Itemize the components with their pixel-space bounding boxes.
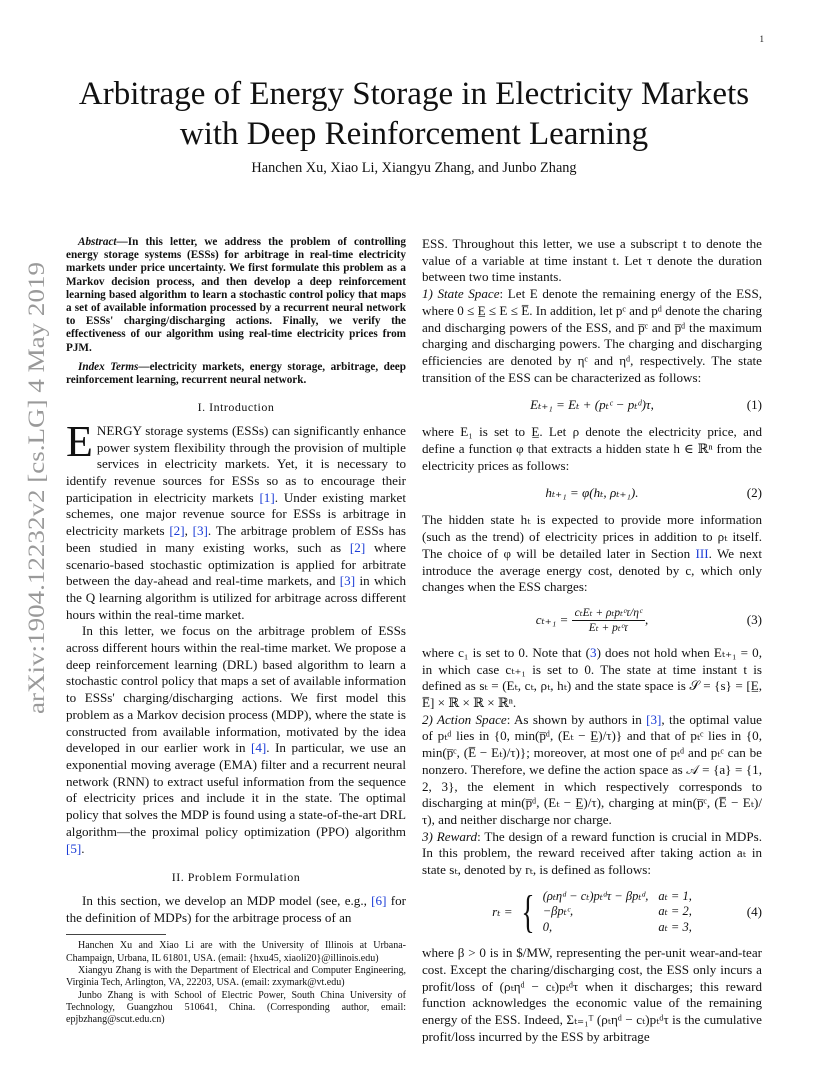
formulation-text: In this section, we develop an MDP model (see, e.g.,: [82, 892, 372, 908]
index-terms-text: —electricity markets, energy storage, arbitrage, deep reinforcement learning, recurrent neural network.: [66, 360, 406, 387]
case-expression: −βpₜᶜ,: [542, 904, 574, 919]
body-text: where c₁ is set to 0. Note that (: [422, 644, 591, 660]
abstract-text: —In this letter, we address the problem of controlling energy storage systems (ESSs) for arbitrage in real-time electricity markets under price uncertainty. We first formulate this problem as a Markov decision process, and then develop a deep reinforcement learning based algorithm to learn a stochastic control policy that maps a set of available information processed by a recurrent neural network to ESSs' charging/discharging actions. Finally, we verify the effectiveness of our algorithm using real-time electricity prices from PJM.: [66, 236, 406, 354]
body-paragraph: where β > 0 is in $/MW, representing the per-unit wear-and-tear cost. Except the charing/discharging cost, the ESS only incurs a profit/loss of (ρₜηᵈ − cₜ)pₜᵈτ when it discharges; this reward function acknowledges the economic value of the remaining energy of the ESS. Indeed, Σₜ₌₁ᵀ (ρₜηᵈ − cₜ)pₜᵈτ is the cumulative profit/loss incurred by the ESS by arbitrage: [422, 945, 762, 1044]
intro-text: in which the Q learning algorithm is utilized for arbitrage across different hours within the real-time market.: [66, 573, 406, 622]
footnote-divider: [66, 934, 166, 935]
left-column: [66, 236, 406, 1026]
footnote: Junbo Zhang is with School of Electric Power, South China University of Technology, Guangzhou 510641, China. (Corresponding author, email: epjbzhang@scut.edu.cn): [66, 989, 406, 1026]
equation-fraction: [572, 606, 645, 635]
intro-text: where scenario-based stochastic optimization is applied for arbitrate between the day-ahead and real-time markets, and: [66, 539, 406, 589]
action-space-paragraph: [422, 712, 762, 829]
body-text: . We next introduce the average energy cost, denoted by c, which only changes when the ESS charges:: [422, 545, 762, 595]
intro-text: . Under existing market schemes, one major revenue source for ESSs is arbitrage in electricity markets: [66, 489, 406, 539]
equation-1: [422, 396, 762, 414]
body-text: , the optimal value of pₜᵈ lies in {0, min(p̅ᵈ, (Eₜ − E̲)/τ)} and that of pₜᶜ lies in {0, min(p̅ᶜ, (E̅ − Eₜ)/τ)}; moreover, at most one of pₜᵈ and pₜᶜ can be nonzero. Therefore, we define the action space as 𝒜 = {a} = {1, 2, 3}, the element in which respectively corresponds to discharging at min(p̅ᵈ, (Eₜ − E̲)/τ), charging at min(p̅ᶜ, (E̅ − Eₜ)/τ), and neither discharge nor charge.: [422, 711, 762, 827]
intro-text: . In particular, we use an exponential moving average (EMA) filter and a recurrent neural network (RNN) to extract useful information from the sequence of electricity prices and include it in the state. The optimal policy that solves the MDP is found using a state-of-the-art DRL algorithm—the proximal policy optimization (PPO) algorithm: [66, 740, 406, 839]
case-expression: 0,: [542, 919, 553, 934]
section-heading-introduction: I. Introduction: [197, 400, 275, 415]
intro-text: .: [81, 840, 85, 856]
case-condition: aₜ = 1,: [658, 888, 692, 903]
equation-body: Eₜ₊₁ = Eₜ + (pₜᶜ − pₜᵈ)τ,: [530, 396, 654, 412]
piecewise-definition: [492, 886, 692, 938]
fraction-denominator: Eₜ + pₜᶜτ: [588, 621, 628, 634]
state-space-paragraph: [422, 286, 762, 386]
right-column: [422, 236, 762, 1046]
citation-link[interactable]: [2]: [169, 523, 185, 539]
paper-title: [40, 74, 788, 154]
title-line-1: Arbitrage of Energy Storage in Electricity Markets: [78, 76, 750, 112]
body-paragraph: ESS. Throughout this letter, we use a subscript t to denote the value of a variable at time instant t. Let τ denote the duration between two time instants.: [422, 236, 762, 285]
page-number: 1: [759, 34, 764, 44]
case-condition: aₜ = 2,: [658, 904, 692, 919]
subsection-label: 3) Reward: [422, 828, 478, 844]
abstract-label: Abstract: [78, 236, 117, 248]
citation-link[interactable]: [4]: [251, 740, 267, 756]
equation-number: (2): [746, 485, 762, 501]
case-expression: (ρₜηᵈ − cₜ)pₜᵈτ − βpₜᵈ,: [542, 888, 649, 903]
citation-link[interactable]: [5]: [66, 840, 82, 856]
author-list: Hanchen Xu, Xiao Li, Xiangyu Zhang, and Junbo Zhang: [251, 160, 577, 176]
intro-text: In this letter, we focus on the arbitrage problem of ESSs across different hours within the real-time market. We propose a deep reinforcement learning (DRL) based algorithm to learn a stochastic control policy that maps a set of available information to ESSs' charging/discharging actions. We first model this problem as a Markov decision process (MDP), where the state is constructed from available information, motivated by the idea developed in our earlier work in: [66, 623, 406, 756]
arxiv-identifier-stamp: [18, 258, 52, 718]
abstract: [66, 236, 406, 355]
body-text: : As shown by authors in: [506, 711, 647, 727]
citation-link[interactable]: [1]: [259, 489, 275, 505]
citation-link[interactable]: [3]: [646, 711, 662, 727]
footnote: Hanchen Xu and Xiao Li are with the University of Illinois at Urbana-Champaign, Urbana, IL 61801, USA. (email: {hxu45, xiaoli20}@illinois.edu): [66, 940, 406, 964]
section-reference-link[interactable]: III: [695, 545, 709, 561]
equation-lhs: rₜ =: [492, 903, 513, 919]
left-brace: {: [521, 886, 535, 938]
footnote: Xiangyu Zhang is with the Department of Electrical and Computer Engineering, Virginia Tech, Arlington, VA, 22203, USA. (email: zxymark@vt.edu): [66, 964, 406, 989]
equation-body: hₜ₊₁ = φ(hₜ, ρₜ₊₁).: [545, 485, 639, 501]
body-text: The hidden state hₜ is expected to provide more information (such as the trend) of electricity prices in addition to ρₜ itself. The choice of φ will be detailed later in Section: [422, 512, 762, 561]
title-line-2: with Deep Reinforcement Learning: [179, 116, 649, 152]
body-text: : The design of a reward function is crucial in MDPs. In this problem, the reward received after taking action aₜ in state sₜ, denoted by rₜ, is defined as follows:: [422, 828, 762, 878]
section-heading-problem-formulation: II. Problem Formulation: [171, 870, 301, 885]
body-text: ) does not hold when Eₜ₊₁ = 0, in which case cₜ₊₁ is set to 0. The state at time instant t is defined as sₜ = (Eₜ, cₜ, ρₜ, hₜ) and the state space is 𝒮 = {s} = [E̲, E̅] × ℝ × ℝ × ℝⁿ.: [422, 644, 763, 711]
affiliation-footnotes: [66, 940, 406, 1026]
subsection-label: 2) Action Space: [422, 711, 507, 727]
case-list: [543, 889, 692, 936]
body-paragraph: [422, 512, 762, 596]
citation-link[interactable]: [6]: [371, 892, 387, 908]
citation-link[interactable]: [3]: [339, 573, 356, 589]
index-terms-label: Index Terms: [78, 360, 139, 373]
index-terms: [66, 361, 406, 387]
body-paragraph: [422, 645, 762, 712]
citation-link[interactable]: [3]: [192, 523, 208, 539]
citation-link[interactable]: [2]: [349, 539, 366, 555]
formulation-text: for the definition of MDPs) for the arbitrage process of an: [66, 892, 406, 925]
equation-lhs: cₜ₊₁ =: [535, 612, 569, 628]
formulation-paragraph: [66, 893, 406, 926]
body-text: : Let E denote the remaining energy of the ESS, where 0 ≤ E̲ ≤ E ≤ E̅. In addition, let pᶜ and pᵈ denote the charing and discharging powers of the ESS, and p̅ᶜ and p̅ᵈ the maximum charging and discharging powers. The charging and discharging efficiencies are denoted by ηᶜ and ηᵈ, respectively. The state transition of the ESS can be characterized as follows:: [422, 286, 762, 385]
intro-paragraph-2: [66, 623, 406, 857]
case-condition: aₜ = 3,: [658, 919, 692, 934]
equation-3: cₜ₊₁ = $\frac{\text{cₜEₜ + ρₜpₜᶜτ/ηᶜ}}{\text{Eₜ + pₜᶜτ}}$ , (3): [535, 606, 762, 634]
intro-text: NERGY storage systems (ESSs) can significantly enhance power system flexibility through the provision of multiple services in electricity markets. Yet, it is necessary to identify revenue sources for ESSs so as to encourage their participation in electricity markets: [66, 422, 406, 505]
equation-number: (3): [746, 612, 762, 628]
equation-4: [422, 886, 762, 938]
equation-number: (4): [746, 903, 762, 919]
reward-paragraph: [422, 829, 762, 879]
arxiv-identifier-text: arXiv:1904.12232v2 [cs.LG] 4 May 2019: [24, 329, 49, 714]
drop-cap-letter: E: [66, 416, 93, 466]
equation-reference-link[interactable]: 3: [590, 644, 597, 660]
fraction-numerator: cₜEₜ + ρₜpₜᶜτ/ηᶜ: [572, 606, 645, 621]
equation-number: (1): [746, 396, 762, 412]
intro-paragraph-1: ENERGY storage systems (ESSs) can significantly enhance power system flexibility through the provision of multiple services in electricity markets. Yet, it is necessary to identify revenue sources for ESSs so as to encourage their participation in electricity markets [1]. Under existing market schemes, one major revenue source for ESSs is arbitrage in electricity markets [2], [3]. The arbitrage problem of ESSs has been studied in many existing works, such as [2] where scenario-based stochastic optimization is applied for arbitrate between the day-ahead and real-time markets, and [3] in which the Q learning algorithm is utilized for arbitrage across different hours within the real-time market.: [66, 416, 407, 622]
subsection-label: 1) State Space: [422, 286, 500, 302]
body-paragraph: where E₁ is set to E̲. Let ρ denote the electricity price, and define a function φ that extracts a hidden state h ∈ ℝⁿ from the electricity prices as follows:: [422, 424, 762, 473]
equation-2: [422, 484, 762, 502]
intro-text: . The arbitrage problem of ESSs has been studied in many existing works, such as: [66, 523, 407, 555]
